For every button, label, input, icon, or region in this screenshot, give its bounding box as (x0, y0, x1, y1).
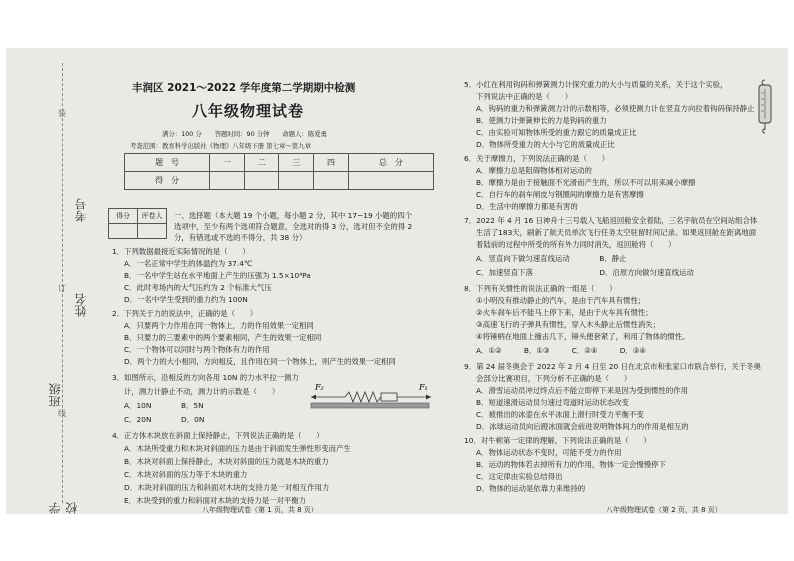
option-line: B．只要力的三要素中的两个要素相同，产生的效果一定相同 (124, 333, 322, 342)
grader-name-cell[interactable] (138, 224, 167, 239)
option-line: D．物体的运动是依靠力来维持的 (476, 484, 586, 493)
question-stem: 4．正方体木块放在斜面上保持静止，下列说法正确的是（ ） (112, 431, 324, 440)
kaohao-label: 考号 (74, 198, 88, 222)
score-header-cell: 三 (279, 154, 314, 172)
option-line: B．使测力计弹簧伸长的力是钩码的重力 (476, 116, 607, 125)
option-line: B．木块对斜面上保持静止，木块对斜面的压力就是木块的重力 (124, 457, 329, 466)
grader-score-cell[interactable] (109, 224, 138, 239)
exam-header-line: 丰润区 2021～2022 学年度第二学期期中检测 (132, 82, 356, 94)
option-line: B．运动的物体若去掉所有力的作用，物体一定会慢慢停下 (476, 460, 666, 469)
option-line: C．这定律由实验总结得出 (476, 472, 563, 481)
cut-mark: 订 (58, 284, 66, 293)
xingming-label: 姓名 (74, 293, 88, 317)
question-stem: 生活了183天，刷新了航天员单次飞行任务太空驻留时间记录。如果返回舱在距离地面 (476, 228, 757, 237)
question-stem: 7．2022 年 4 月 16 日神舟十三号载人飞船返回舱安全着陆，三名宇航员在空间站组合体 (464, 216, 758, 225)
option-line: A．摩擦力总是阻碍物体相对运动的 (476, 166, 592, 175)
score-table (124, 153, 434, 190)
question-stem: 3．如图所示，沿相反的方向各用 10N 的力水平拉一测力 (112, 373, 299, 382)
option-line: C．一个物体可以同时与两个物体有力的作用 (124, 345, 270, 354)
question-stem: 10．对牛顿第一定律的理解，下列说法正确的是（ ） (464, 436, 651, 445)
score-header-cell: 总 分 (348, 154, 433, 172)
score-header-cell: 题 号 (125, 154, 210, 172)
option-line: ②火车刹车后不能马上停下来，是由于火车具有惯性； (476, 308, 653, 317)
section-instructions: 选项中，至少有两个选项符合题意，全选对的得 3 分，选对但不全的得 2 (174, 222, 413, 231)
option-line: C．此时考场内的大气压约为 2 个标准大气压 (124, 283, 272, 292)
option-line: C．木块对斜面的压力等于木块的重力 (124, 470, 248, 479)
question-stem: 9．第 24 届冬奥会于 2022 年 2 月 4 日至 20 日在北京市和张家口市联合举行，关于冬奥 (464, 362, 761, 371)
page-footer-right: 八年级物理试卷（第 2 页，共 8 页） (606, 506, 722, 514)
grader-score-head: 得分 (109, 209, 138, 224)
grader-name-head: 评卷人 (138, 209, 167, 224)
score-header-cell: 四 (314, 154, 349, 172)
question-stem: 8．下列有关惯性的说法正确的一组是（ ） (464, 284, 617, 293)
exam-meta: 满分：100 分 答题时间：90 分钟 命题人：陈爱勇 (162, 130, 327, 138)
option-line: A．木块所受重力和木块对斜面的压力是由于斜面发生弹性形变而产生 (124, 444, 351, 453)
question-stem: 计，测力计静止不动，测力计的示数是（ ） (124, 387, 280, 396)
option-line: A．竖直向下做匀速直线运动 B．静止 (476, 254, 627, 263)
section-instructions: 分，有错选或不选的不得分，共 38 分） (174, 233, 307, 242)
score-cell[interactable] (244, 172, 279, 190)
option-line: D．木块对斜面的压力和斜面对木块的支持力是一对相互作用力 (124, 483, 330, 492)
option-line: C．被推出的冰壶在水平冰面上滑行时受力平衡不变 (476, 410, 644, 419)
question-stem: 1．下列数据最接近实际情况的是（ ） (112, 247, 250, 256)
score-header-cell: 二 (244, 154, 279, 172)
option-line: C．自行车的刹车闸皮与钢圈间的摩擦力是有害摩擦 (476, 190, 644, 199)
question-stem: 下列说法中正确的是（ ） (476, 92, 573, 101)
cut-mark: 装 (58, 109, 66, 118)
section-instructions: 一、选择题（本大题 19 个小题，每小题 2 分，其中 17~19 小题的四个 (174, 211, 412, 220)
score-header-cell: 一 (210, 154, 245, 172)
score-cell[interactable] (210, 172, 245, 190)
score-cell[interactable] (279, 172, 314, 190)
option-line: C．20N D．0N (124, 415, 205, 424)
option-line: D．物体所受重力的大小与它的质量成正比 (476, 140, 615, 149)
xuexiao-label: 学校 (48, 502, 79, 514)
option-line: C．由实验可知物体所受的重力跟它的质量成正比 (476, 128, 637, 137)
question-stem: 着陆前的过程中所受的所有外力同时消失，返回舱将（ ） (476, 240, 676, 249)
cut-mark: 线 (58, 409, 66, 418)
exam-paper (6, 48, 788, 514)
force-label-f1: F₁ (419, 383, 428, 392)
question-stem: 5．小红在利用钩码和弹簧测力计探究重力的大小与质量的关系，关于这个实验， (464, 80, 728, 89)
option-line: A．物体运动状态不变时，可能不受力的作用 (476, 448, 622, 457)
question-stem: 6．关于摩擦力，下列说法正确的是（ ） (464, 154, 610, 163)
spring-balance-figure (752, 78, 778, 136)
question-stem: 会部分比赛项目，下列分析不正确的是（ ） (476, 374, 632, 383)
option-line: E．木块受到的重力和斜面对木块的支持力是一对平衡力 (124, 496, 307, 505)
option-line: B．一名中学生站在水平地面上产生的压强为 1.5×10⁴Pa (124, 271, 311, 280)
option-line: A．一名正常中学生的体温约为 37.4℃ (124, 259, 253, 268)
option-line: D．冰球运动员向后蹬冰面就会前进说明物体间力的作用是相互的 (476, 422, 689, 431)
option-line: ①小明没有推动静止的汽车，是由于汽车具有惯性； (476, 296, 646, 305)
option-line: A．钩码的重力和弹簧测力计的示数相等，必须使测力计在竖直方向拉着钩码保持静止 (476, 104, 755, 113)
option-line: D．生活中的摩擦力都是有害的 (476, 202, 578, 211)
option-line: ③高速飞行的子弹具有惯性，穿入木头静止后惯性消失； (476, 320, 661, 329)
banji-label: 班级 (48, 383, 62, 407)
score-cell[interactable] (314, 172, 349, 190)
option-line: A．滑雪运动员冲过终点后不能立即停下来是因为受到惯性的作用 (476, 386, 688, 395)
option-line: A．①② B．①③ C．②④ D．③④ (476, 346, 647, 355)
left-page (102, 48, 447, 514)
grader-box (108, 208, 167, 239)
page-footer-left: 八年级物理试卷（第 1 页，共 8 页） (202, 506, 318, 514)
exam-scope: 考查范围：教育科学出版社《物理》八年级下册 第七章～第九章 (130, 142, 311, 150)
option-line: D．一名中学生受到的重力约为 100N (124, 295, 248, 304)
option-line: B．摩擦力是由于接触面不光滑而产生的，所以不可以用来减小摩擦 (476, 178, 696, 187)
score-row-label: 得 分 (125, 172, 210, 190)
right-page (454, 48, 784, 514)
option-line: C．加速竖直下落 D．沿原方向做匀速直线运动 (476, 268, 694, 277)
force-label-f2: F₂ (315, 383, 324, 392)
score-cell[interactable] (348, 172, 433, 190)
option-line: B．短道速滑运动员匀速过弯道时运动状态改变 (476, 398, 629, 407)
spring-scale-figure (307, 381, 437, 415)
option-line: A．10N B．5N (124, 401, 204, 410)
option-line: ④将锤柄在地面上撞击几下，锤头便套紧了，利用了物体的惯性。 (476, 332, 690, 341)
option-line: A．只要两个力作用在同一物体上，力的作用效果一定相同 (124, 321, 314, 330)
question-stem: 2．下列关于力的说法中，正确的是（ ） (112, 309, 258, 318)
option-line: D．两个力的大小相同，方向相反，且作用在同一个物体上，则产生的效果一定相同 (124, 357, 396, 366)
page-title: 八年级物理试卷 (192, 102, 305, 120)
binding-strip (6, 48, 96, 514)
